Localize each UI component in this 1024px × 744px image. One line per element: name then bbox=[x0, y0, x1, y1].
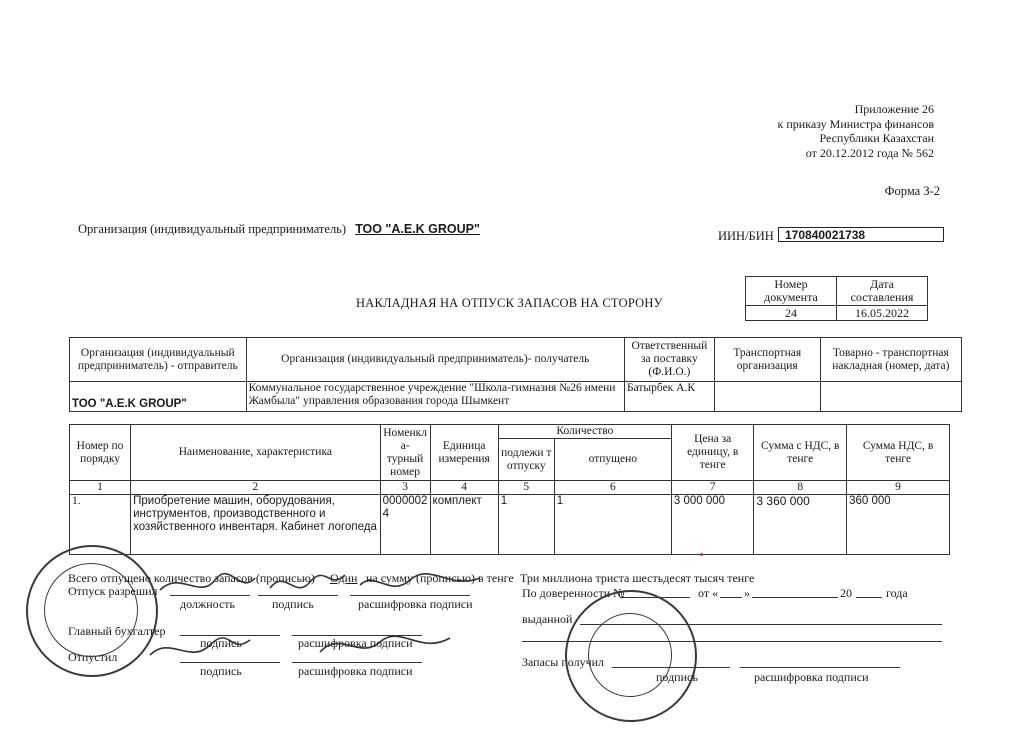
quote-close: » bbox=[744, 586, 750, 600]
col-vat-header: Сумма НДС, в тенге bbox=[847, 425, 950, 481]
signature-caption: подпись bbox=[656, 670, 698, 684]
organization-line bbox=[78, 222, 480, 237]
row-released: 1 bbox=[554, 495, 671, 555]
chief-accountant-label: Главный бухгалтер bbox=[68, 624, 166, 638]
total-qty-label: Всего отпущено количество запасов (прописью) bbox=[68, 571, 315, 585]
issued-label: выданной bbox=[522, 612, 573, 626]
decoding-caption: расшифровка подписи bbox=[298, 664, 413, 678]
col-num-header: Номер по порядку bbox=[70, 425, 131, 481]
iin-value: 170840021738 bbox=[778, 227, 944, 242]
parties-table bbox=[69, 337, 962, 412]
transport-header: Транспортная организация bbox=[714, 338, 820, 382]
school-stamp-inner-icon bbox=[588, 613, 672, 697]
signature-caption: подпись bbox=[272, 597, 314, 611]
decoding-caption: расшифровка подписи bbox=[358, 597, 473, 611]
responsible-header: Ответственный за поставку (Ф.И.О.) bbox=[624, 338, 714, 382]
col-to-release-header: подлежи т отпуску bbox=[498, 439, 554, 481]
received-label: Запасы получил bbox=[522, 655, 605, 669]
total-sum-label: на сумму (прописью) в тенге bbox=[366, 571, 514, 585]
row-price: 3 000 000 bbox=[671, 495, 754, 555]
row-num: 1. bbox=[70, 495, 131, 555]
col-price-header: Цена за единицу, в тенге bbox=[671, 425, 754, 481]
organization-label: Организация (индивидуальный предприниматель) bbox=[78, 222, 347, 236]
row-sum-vat: 3 360 000 bbox=[754, 495, 847, 555]
document-number-table bbox=[745, 276, 928, 321]
col-number: 1 bbox=[70, 481, 131, 495]
appendix-line: Республики Казахстан bbox=[819, 131, 934, 145]
col-number: 8 bbox=[754, 481, 847, 495]
col-sum-vat-header: Сумма с НДС, в тенге bbox=[754, 425, 847, 481]
month-line bbox=[752, 597, 838, 598]
year-prefix: 20 bbox=[840, 586, 852, 600]
doc-number-header: Номер документа bbox=[746, 277, 837, 306]
row-vat: 360 000 bbox=[847, 495, 950, 555]
released-by-label: Отпустил bbox=[68, 650, 118, 664]
appendix-line: к приказу Министра финансов bbox=[777, 116, 934, 131]
document-title: НАКЛАДНАЯ НА ОТПУСК ЗАПАСОВ НА СТОРОНУ bbox=[356, 296, 663, 310]
iin-label: ИИН/БИН bbox=[718, 229, 774, 243]
appendix-note bbox=[778, 102, 934, 160]
position-caption: должность bbox=[180, 597, 235, 611]
year-line bbox=[856, 597, 882, 598]
release-allowed-label: Отпуск разрешил bbox=[68, 584, 158, 598]
row-name: Приобретение машин, оборудования, инструментов, производственного и хозяйственного инвентаря. Кабинет логопеда bbox=[131, 495, 381, 555]
responsible-value: Батырбек А.К bbox=[624, 382, 714, 412]
appendix-line: от 20.12.2012 года № 562 bbox=[805, 145, 934, 160]
sender-value: ТОО "A.E.K GROUP" bbox=[70, 382, 247, 412]
col-quantity-header: Количество bbox=[498, 425, 671, 439]
year-suffix: года bbox=[886, 586, 908, 600]
decoding-line bbox=[740, 667, 900, 668]
day-line bbox=[720, 597, 742, 598]
signature-caption: подпись bbox=[200, 636, 242, 650]
row-to-release: 1 bbox=[498, 495, 554, 555]
total-qty-value: Один bbox=[330, 571, 358, 585]
doc-date-header: Дата составления bbox=[837, 277, 928, 306]
form-number: Форма З-2 bbox=[884, 184, 940, 198]
col-number: 9 bbox=[847, 481, 950, 495]
table-row bbox=[70, 495, 950, 555]
col-number: 7 bbox=[671, 481, 754, 495]
organization-name: ТОО "A.E.K GROUP" bbox=[355, 222, 480, 236]
handwritten-signatures-icon bbox=[120, 560, 520, 690]
receiver-value: Коммунальное государственное учреждение "Школа-гимназия №26 имени Жамбыла" управления образования города Шымкент bbox=[246, 382, 624, 412]
ttn-value bbox=[820, 382, 961, 412]
power-of-attorney-label: По доверенности № bbox=[522, 586, 625, 600]
decoding-caption: расшифровка подписи bbox=[754, 670, 869, 684]
row-nomenclature: 0000002 4 bbox=[380, 495, 430, 555]
decoding-caption: расшифровка подписи bbox=[298, 636, 413, 650]
row-unit: комплект bbox=[430, 495, 498, 555]
from-quote: от « bbox=[698, 586, 719, 600]
red-mark bbox=[700, 553, 703, 556]
col-number: 2 bbox=[131, 481, 381, 495]
total-sum-value: Три миллиона триста шестьдесят тысяч тенге bbox=[520, 571, 755, 585]
appendix-line: Приложение 26 bbox=[854, 102, 934, 116]
col-released-header: отпущено bbox=[554, 439, 671, 481]
receiver-header: Организация (индивидуальный предприниматель)- получатель bbox=[246, 338, 624, 382]
doc-number: 24 bbox=[746, 306, 837, 321]
signature-caption: подпись bbox=[200, 664, 242, 678]
doc-date: 16.05.2022 bbox=[837, 306, 928, 321]
col-number: 4 bbox=[430, 481, 498, 495]
col-name-header: Наименование, характеристика bbox=[131, 425, 381, 481]
transport-value bbox=[714, 382, 820, 412]
items-table bbox=[69, 424, 950, 555]
col-number: 6 bbox=[554, 481, 671, 495]
col-unit-header: Единица измерения bbox=[430, 425, 498, 481]
sender-header: Организация (индивидуальный предприниматель) - отправитель bbox=[70, 338, 247, 382]
ttn-header: Товарно - транспортная накладная (номер, дата) bbox=[820, 338, 961, 382]
col-number: 3 bbox=[380, 481, 430, 495]
col-number: 5 bbox=[498, 481, 554, 495]
col-nomenclature-header: Номенкл а-турный номер bbox=[380, 425, 430, 481]
